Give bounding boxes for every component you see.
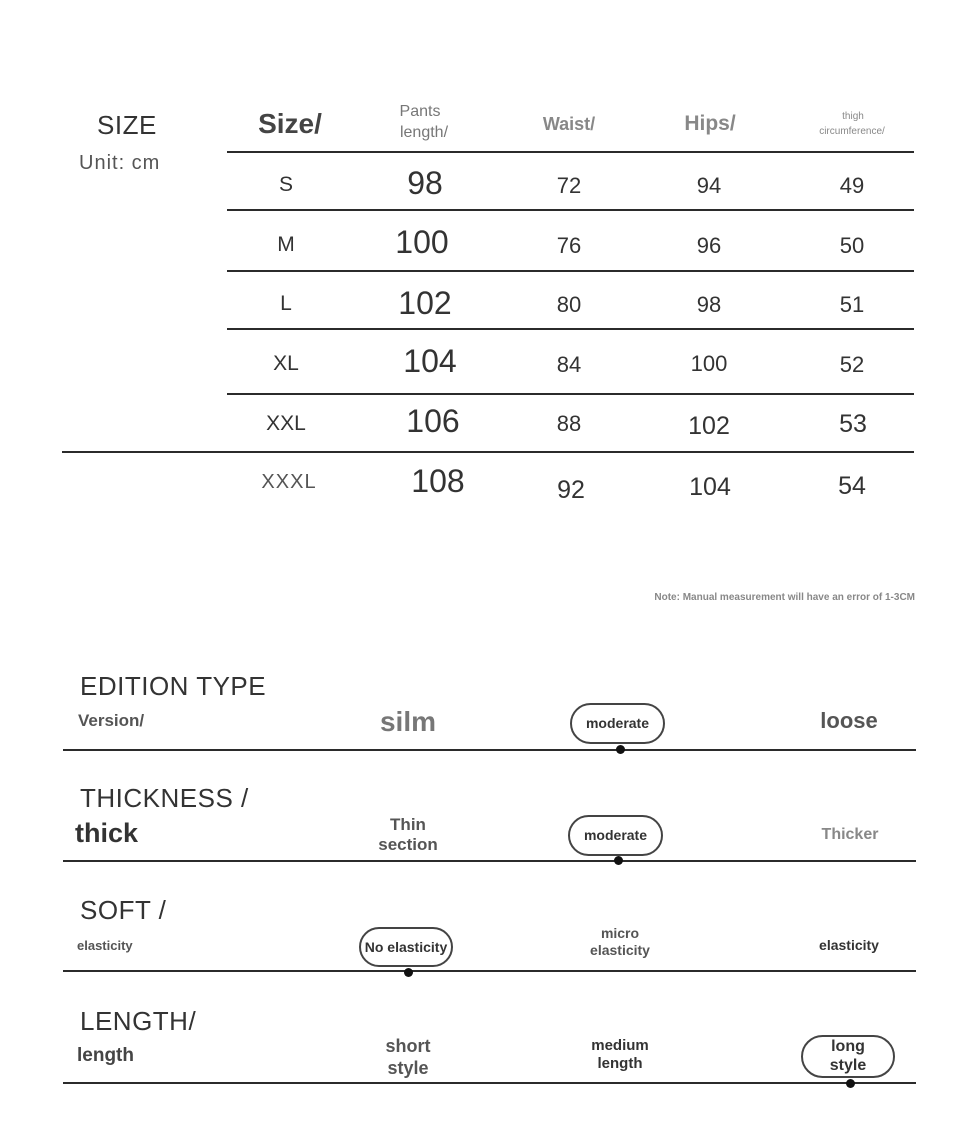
- cell-waist: 76: [556, 233, 582, 258]
- thickness-marker-dot: [614, 856, 623, 865]
- soft-option-elasticity: elasticity: [819, 937, 879, 953]
- cell-length: 102: [398, 285, 452, 321]
- cell-size: L: [280, 292, 292, 315]
- edition-subtitle: Version/: [78, 711, 145, 730]
- header-pants-length-line1: Pants: [399, 103, 441, 120]
- cell-length: 108: [411, 463, 465, 499]
- cell-thigh: 52: [839, 352, 865, 377]
- cell-hips: 104: [689, 473, 731, 501]
- cell-waist: 80: [556, 292, 582, 317]
- length-selected-long: long style: [801, 1035, 895, 1078]
- cell-waist: 84: [556, 352, 582, 377]
- cell-length: 106: [406, 403, 460, 439]
- edition-selected-moderate: moderate: [570, 703, 665, 744]
- edition-divider: [63, 749, 916, 751]
- cell-thigh: 49: [839, 173, 865, 198]
- size-title: SIZE: [97, 110, 157, 140]
- cell-length: 100: [395, 224, 449, 260]
- cell-size: XL: [273, 352, 299, 375]
- thickness-divider: [63, 860, 916, 862]
- header-thigh-line2: circumference/: [819, 126, 885, 137]
- header-pants-length-line2: length/: [399, 124, 449, 141]
- thickness-selected-moderate: moderate: [568, 815, 663, 856]
- cell-length: 98: [407, 165, 443, 201]
- cell-thigh: 53: [839, 410, 867, 438]
- cell-size: XXL: [266, 412, 306, 435]
- measurement-note: Note: Manual measurement will have an error of 1-3CM: [654, 592, 915, 603]
- row-divider: [227, 328, 914, 330]
- length-subtitle: length: [77, 1045, 134, 1066]
- row-divider: [62, 451, 914, 453]
- cell-thigh: 51: [839, 292, 865, 317]
- cell-size: M: [277, 233, 295, 256]
- row-divider: [227, 393, 914, 395]
- soft-marker-dot: [404, 968, 413, 977]
- thickness-title: THICKNESS /: [80, 783, 249, 813]
- thickness-option-thicker: Thicker: [821, 826, 879, 843]
- length-option-short: short style: [385, 1036, 431, 1078]
- row-divider: [227, 270, 914, 272]
- soft-title: SOFT /: [80, 895, 167, 925]
- cell-thigh: 50: [839, 233, 865, 258]
- thickness-subtitle: thick: [75, 818, 139, 848]
- cell-length: 104: [403, 343, 457, 379]
- soft-option-micro: micro elasticity: [590, 925, 650, 958]
- length-title: LENGTH/: [80, 1006, 197, 1036]
- length-option-medium: medium length: [591, 1037, 649, 1072]
- header-hips: Hips/: [684, 112, 736, 135]
- header-divider: [227, 151, 914, 153]
- cell-hips: 98: [696, 292, 722, 317]
- cell-waist: 88: [556, 411, 582, 436]
- header-waist: Waist/: [542, 114, 596, 134]
- edition-option-loose: loose: [820, 708, 878, 733]
- soft-divider: [63, 970, 916, 972]
- cell-hips: 100: [690, 351, 728, 376]
- header-thigh-line1: thigh: [842, 111, 864, 122]
- length-marker-dot: [846, 1079, 855, 1088]
- edition-title: EDITION TYPE: [80, 671, 267, 701]
- cell-waist: 92: [557, 476, 585, 504]
- cell-thigh: 54: [838, 472, 866, 500]
- cell-hips: 102: [688, 412, 730, 440]
- edition-marker-dot: [616, 745, 625, 754]
- cell-waist: 72: [556, 173, 582, 198]
- soft-subtitle: elasticity: [77, 938, 133, 953]
- row-divider: [227, 209, 914, 211]
- cell-size: S: [278, 173, 294, 196]
- length-divider: [63, 1082, 916, 1084]
- cell-size: XXXL: [261, 471, 317, 493]
- thickness-option-thin: Thin section: [378, 815, 438, 855]
- cell-hips: 94: [696, 173, 722, 198]
- header-size: Size/: [258, 108, 322, 139]
- soft-selected-no-elasticity: No elasticity: [359, 927, 453, 967]
- edition-option-silm: silm: [379, 706, 437, 737]
- cell-hips: 96: [696, 233, 722, 258]
- unit-label: Unit: cm: [79, 152, 161, 174]
